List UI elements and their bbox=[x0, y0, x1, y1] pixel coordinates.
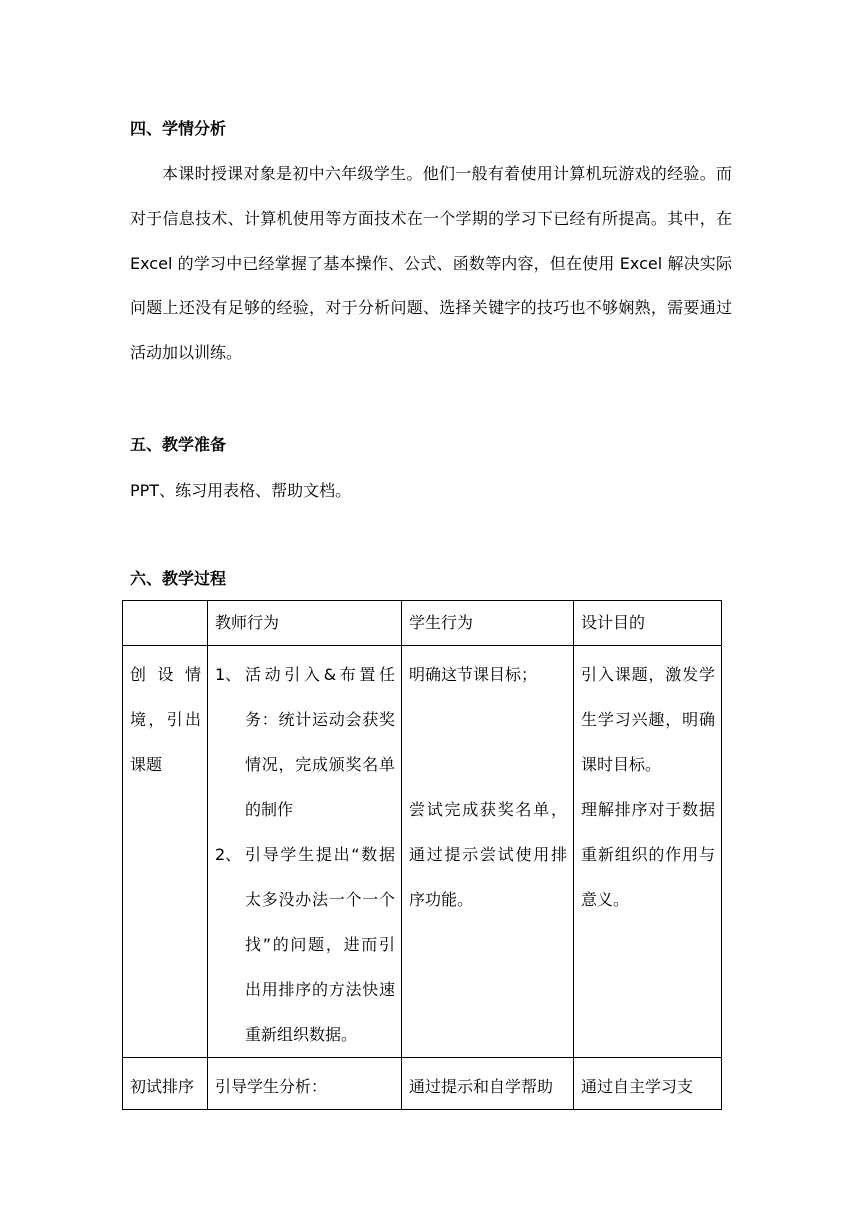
list-text: 引导学生提出“数据太多没办法一个一个找”的问题，进而引出用排序的方法快速重新组织数据。 bbox=[245, 845, 395, 1044]
header-cell-purpose: 设计目的 bbox=[574, 601, 722, 646]
section-heading-teaching-preparation: 五、教学准备 bbox=[130, 435, 227, 454]
header-cell-teacher: 教师行为 bbox=[208, 601, 402, 646]
teacher-action-cell bbox=[208, 646, 402, 1058]
table-header-row bbox=[123, 601, 722, 646]
teaching-process-table bbox=[122, 600, 722, 1110]
purpose-1: 引入课题，激发学生学习兴趣，明确课时目标。 bbox=[581, 665, 715, 774]
teaching-preparation-text: PPT、练习用表格、帮助文档。 bbox=[130, 481, 352, 500]
list-item bbox=[215, 652, 395, 832]
stage-cell: 初试排序 bbox=[123, 1058, 208, 1110]
list-number: 2、 bbox=[215, 845, 242, 864]
header-cell-student: 学生行为 bbox=[402, 601, 574, 646]
student-action-2: 尝试完成获奖名单，通过提示尝试使用排序功能。 bbox=[409, 800, 567, 909]
teacher-action-cell: 引导学生分析： bbox=[208, 1058, 402, 1110]
section-heading-teaching-process: 六、教学过程 bbox=[130, 569, 227, 588]
section-heading-learner-analysis: 四、学情分析 bbox=[130, 119, 227, 138]
list-item bbox=[215, 832, 395, 1057]
student-action-1: 明确这节课目标； bbox=[409, 665, 538, 684]
table-row bbox=[123, 646, 722, 1058]
header-cell-stage bbox=[123, 601, 208, 646]
student-action-cell: 通过提示和自学帮助 bbox=[402, 1058, 574, 1110]
table-row bbox=[123, 1058, 722, 1110]
list-text: 活动引入&布置任务：统计运动会获奖情况，完成颁奖名单的制作 bbox=[245, 665, 395, 819]
purpose-2: 理解排序对于数据重新组织的作用与意义。 bbox=[581, 800, 715, 909]
list-number: 1、 bbox=[215, 665, 242, 684]
purpose-cell: 通过自主学习支 bbox=[574, 1058, 722, 1110]
student-action-cell bbox=[402, 646, 574, 1058]
purpose-cell bbox=[574, 646, 722, 1058]
learner-analysis-paragraph: 本课时授课对象是初中六年级学生。他们一般有着使用计算机玩游戏的经验。而对于信息技术、计算机使用等方面技术在一个学期的学习下已经有所提高。其中，在 Excel 的学习中已经掌握了基本操作、公式、函数等内容，但在使用 Excel 解决实际问题上还没有足够的经验，对于分析问题、选择关键字的技巧也不够娴熟，需要通过活动加以训练。 bbox=[130, 164, 732, 363]
stage-cell: 创设情境，引出课题 bbox=[123, 646, 208, 1058]
